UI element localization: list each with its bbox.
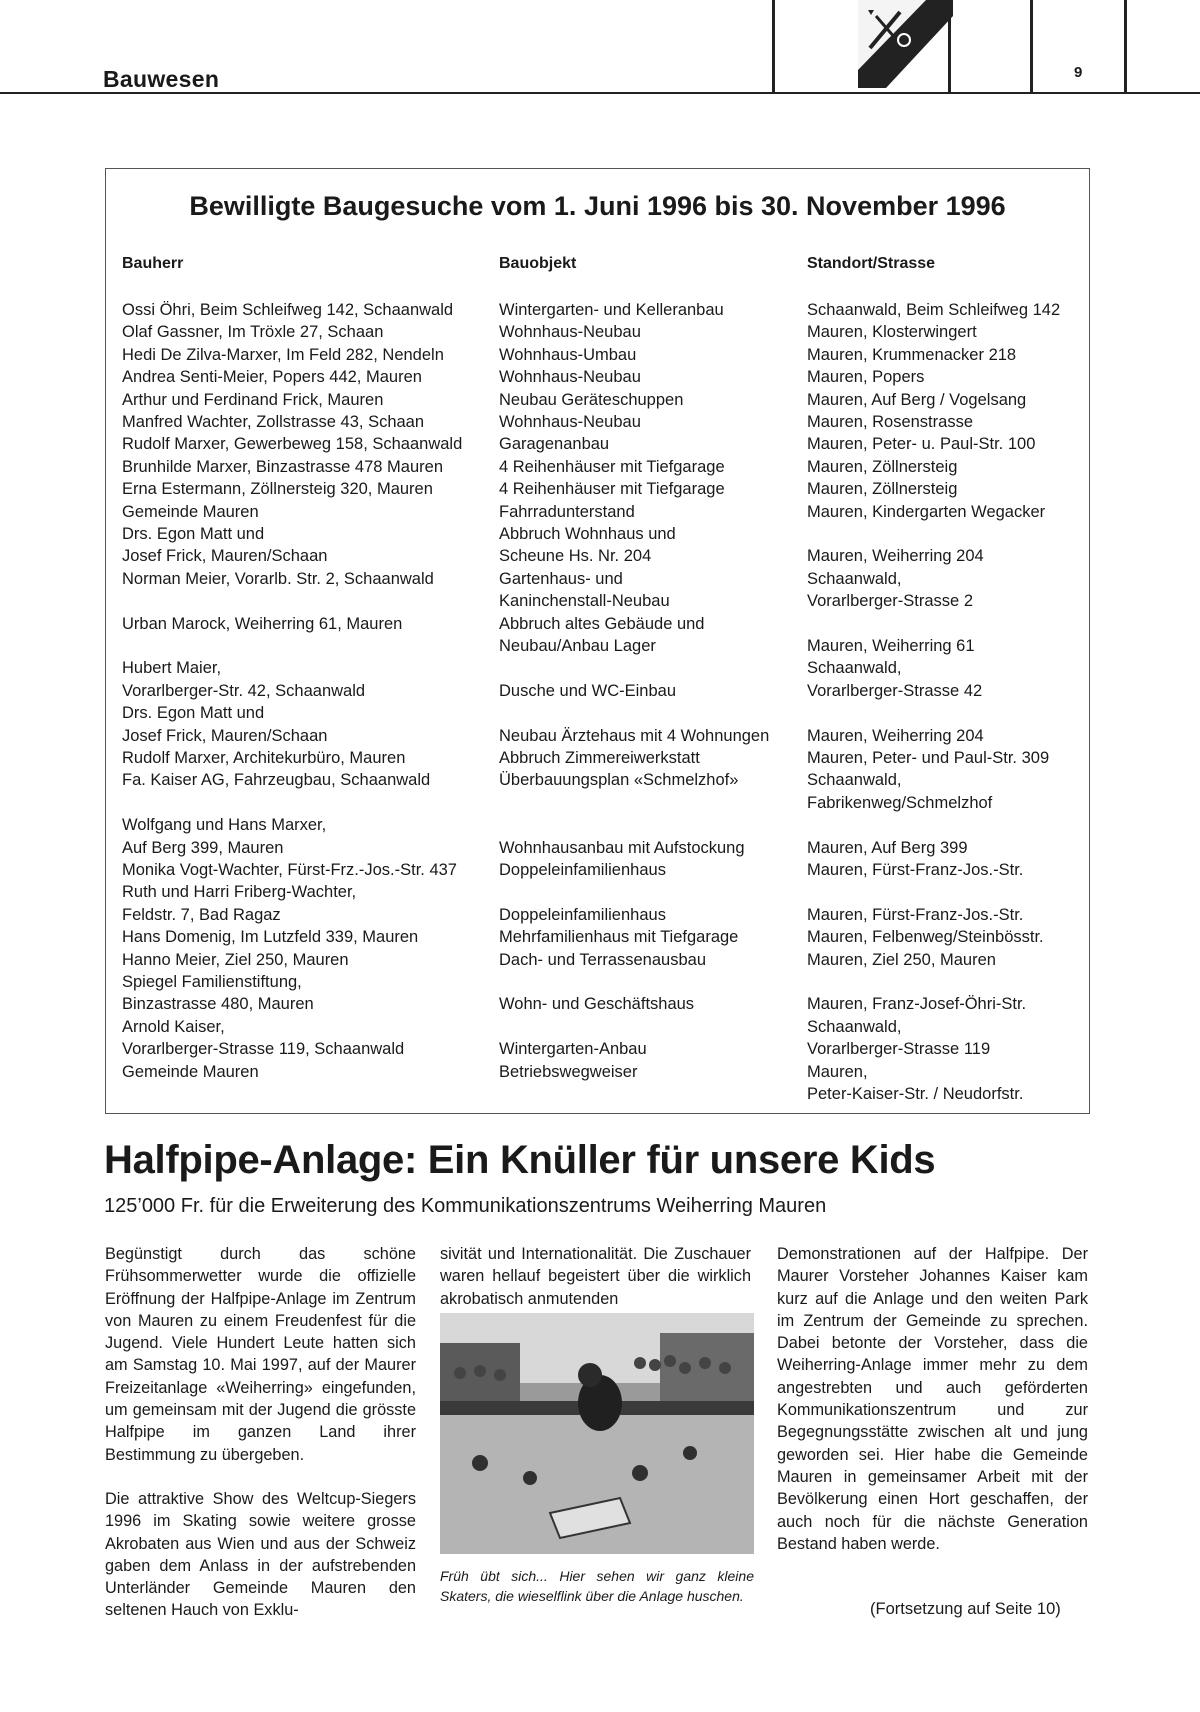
permit-object: Garagenanbau	[499, 435, 610, 454]
permit-location: Mauren, Weiherring 204	[807, 726, 984, 745]
permit-owner: Drs. Egon Matt und Josef Frick, Mauren/Schaan	[122, 704, 328, 745]
column-header-object: Bauobjekt	[499, 255, 577, 272]
permit-location: Mauren, Kindergarten Wegacker	[807, 502, 1046, 521]
column-header-location: Standort/Strasse	[807, 255, 936, 272]
header-divider	[772, 0, 775, 94]
permit-row	[106, 702, 1089, 747]
permit-location: Mauren, Krummenacker 218	[807, 345, 1017, 364]
permit-row	[106, 321, 1089, 343]
permit-object: Abbruch altes Gebäude und Neubau/Anbau Lager	[499, 614, 705, 655]
permit-location: Mauren, Zöllnersteig	[807, 457, 958, 476]
permit-object: 4 Reihenhäuser mit Tiefgarage	[499, 480, 725, 499]
permit-row	[106, 299, 1089, 321]
permit-row	[106, 1016, 1089, 1061]
permit-owner: Hanno Meier, Ziel 250, Mauren	[122, 950, 349, 969]
permit-location: Schaanwald, Beim Schleifweg 142	[807, 301, 1061, 319]
permit-owner: Fa. Kaiser AG, Fahrzeugbau, Schaanwald	[122, 771, 431, 790]
permit-location: Mauren, Fürst-Franz-Jos.-Str.	[807, 861, 1024, 879]
continuation-note: (Fortsetzung auf Seite 10)	[870, 1600, 1061, 1618]
permit-object: Neubau Ärztehaus mit 4 Wohnungen	[499, 726, 770, 745]
permit-owner: Rudolf Marxer, Architekurbüro, Mauren	[122, 749, 406, 767]
permit-row	[106, 523, 1089, 568]
permit-row	[106, 859, 1089, 881]
permit-object: Abbruch Wohnhaus und Scheune Hs. Nr. 204	[499, 525, 676, 566]
permit-location: Mauren, Felbenweg/Steinbösstr.	[807, 928, 1044, 947]
permit-owner: Norman Meier, Vorarlb. Str. 2, Schaanwald	[122, 569, 434, 588]
permit-object: Dach- und Terrassenausbau	[499, 950, 706, 969]
permit-object: Neubau Geräteschuppen	[499, 390, 684, 409]
permit-row	[106, 433, 1089, 455]
permit-object: Mehrfamilienhaus mit Tiefgarage	[499, 928, 739, 947]
permit-owner: Andrea Senti-Meier, Popers 442, Mauren	[122, 368, 422, 387]
article-paragraph: Demonstrationen auf der Halfpipe. Der Maurer Vorsteher Johannes Kaiser kam kurz auf die Anlage und den weiten Park im Zentrum der Gemeinde zu sprechen. Dabei betonte der Vorsteher, dass die Weiherring-Anlage immer mehr zu dem angestrebten und auch geförderten Kommunikationszentrum und zur Begegnungsstätte zwischen alt und jung geworden sei. Hier habe die Gemeinde Mauren in gemeinsamer Arbeit mit der Bevölkerung einen Hort geschaffen, der auch noch für die nächste Generation Bestand haben werde.	[777, 1245, 1088, 1553]
permit-location: Mauren, Zöllnersteig	[807, 480, 958, 499]
permit-row	[106, 657, 1089, 702]
permit-owner: Rudolf Marxer, Gewerbeweg 158, Schaanwald	[122, 435, 463, 454]
permit-location: Mauren, Auf Berg 399	[807, 838, 968, 857]
permit-owner: Monika Vogt-Wachter, Fürst-Frz.-Jos.-Str. 437	[122, 861, 457, 879]
permit-object: Wohnhaus-Neubau	[499, 413, 641, 431]
permit-row	[106, 411, 1089, 433]
coat-of-arms-icon	[858, 0, 953, 88]
permit-owner: Ruth und Harri Friberg-Wachter, Feldstr. 7, Bad Ragaz	[122, 883, 357, 924]
permit-object: Fahrradunterstand	[499, 502, 635, 521]
permit-owner: Ossi Öhri, Beim Schleifweg 142, Schaanwald	[122, 301, 454, 319]
permit-owner: Manfred Wachter, Zollstrasse 43, Schaan	[122, 413, 425, 431]
permit-location: Mauren, Rosenstrasse	[807, 413, 973, 431]
article-column-3	[777, 1243, 1088, 1577]
permit-object: Dusche und WC-Einbau	[499, 681, 677, 700]
permit-object: Wohnhausanbau mit Aufstockung	[499, 838, 745, 857]
permit-object: Wohnhaus-Umbau	[499, 345, 637, 364]
permit-row	[106, 747, 1089, 769]
permit-row	[106, 501, 1089, 523]
permit-location: Mauren, Weiherring 204	[807, 547, 984, 566]
permit-location: Schaanwald, Vorarlberger-Strasse 119	[807, 1017, 991, 1059]
permit-row	[106, 1061, 1089, 1106]
permit-row	[106, 881, 1089, 926]
permit-row	[106, 814, 1089, 859]
permit-location: Schaanwald, Vorarlberger-Strasse 2	[807, 569, 973, 611]
permit-location: Mauren, Peter- u. Paul-Str. 100	[807, 435, 1036, 454]
page-number: 9	[1074, 64, 1083, 81]
permit-object: Wintergarten- und Kelleranbau	[499, 301, 724, 319]
permit-location: Mauren, Auf Berg / Vogelsang	[807, 390, 1027, 409]
header-divider	[1124, 0, 1127, 94]
column-header-owner: Bauherr	[122, 255, 184, 272]
permit-object: Überbauungsplan «Schmelzhof»	[499, 771, 739, 790]
permit-object: Gartenhaus- und Kaninchenstall-Neubau	[499, 569, 670, 611]
permit-location: Mauren, Popers	[807, 368, 925, 387]
permit-owner: Hedi De Zilva-Marxer, Im Feld 282, Nendeln	[122, 345, 444, 364]
permit-row	[106, 366, 1089, 388]
permit-owner: Urban Marock, Weiherring 61, Mauren	[122, 614, 403, 633]
permit-owner: Hubert Maier, Vorarlberger-Str. 42, Schaanwald	[122, 659, 366, 700]
permit-owner: Erna Estermann, Zöllnersteig 320, Mauren	[122, 480, 433, 499]
permit-row	[106, 478, 1089, 500]
header-divider	[1030, 0, 1033, 94]
article-paragraph: sivität und Internationalität. Die Zuschauer waren hellauf begeistert über die wirklich akrobatisch anmutenden	[440, 1245, 751, 1308]
permit-row	[106, 769, 1089, 814]
halfpipe-photo	[440, 1313, 754, 1554]
permit-location: Mauren, Franz-Josef-Öhri-Str.	[807, 995, 1027, 1014]
permit-location: Mauren, Klosterwingert	[807, 323, 977, 342]
section-title: Bauwesen	[103, 66, 220, 92]
permit-owner: Arthur und Ferdinand Frick, Mauren	[122, 390, 384, 409]
permit-row	[106, 971, 1089, 1016]
permit-object: Doppeleinfamilienhaus	[499, 905, 666, 924]
article-paragraph: Begünstigt durch das schöne Frühsommerwetter wurde die offizielle Eröffnung der Halfpipe-Anlage im Zentrum von Mauren zu einem Freudenfest für die Jugend. Viele Hundert Leute hatten sich am Samstag 10. Mai 1997, auf der Maurer Freizeitanlage «Weiherring» eingefunden, um gemeinsam mit der Jugend die grösste Halfpipe im ganzen Land ihrer Bestimmung zu übergeben.	[105, 1245, 416, 1464]
article-headline: Halfpipe-Anlage: Ein Knüller für unsere Kids	[104, 1138, 936, 1182]
article-subtitle: 125’000 Fr. für die Erweiterung des Kommunikationszentrums Weiherring Mauren	[104, 1195, 827, 1217]
permit-location: Mauren, Peter- und Paul-Str. 309	[807, 749, 1050, 767]
permits-box	[105, 168, 1090, 1114]
permits-title: Bewilligte Baugesuche vom 1. Juni 1996 bis 30. November 1996	[189, 191, 1006, 221]
permit-location: Mauren, Ziel 250, Mauren	[807, 950, 996, 969]
permit-object: Betriebswegweiser	[499, 1062, 638, 1081]
permit-object: 4 Reihenhäuser mit Tiefgarage	[499, 457, 725, 476]
permit-row	[106, 344, 1089, 366]
permit-owner: Olaf Gassner, Im Tröxle 27, Schaan	[122, 323, 384, 342]
permit-object: Wintergarten-Anbau	[499, 1040, 647, 1059]
permit-owner: Gemeinde Mauren	[122, 1062, 259, 1081]
permit-location: Schaanwald, Fabrikenweg/Schmelzhof	[807, 771, 993, 812]
permit-location: Schaanwald, Vorarlberger-Strasse 42	[807, 659, 983, 700]
article-paragraph: Die attraktive Show des Weltcup-Siegers 1996 im Skating sowie weitere grosse Akrobaten aus Wien und aus der Schweiz gaben dem Anlass in der aufstrebenden Unterländer Gemeinde Mauren den seltenen Hauch von Exklu-	[105, 1489, 416, 1620]
permit-owner: Spiegel Familienstiftung, Binzastrasse 480, Mauren	[122, 973, 314, 1014]
permit-row	[106, 568, 1089, 613]
permit-location: Mauren, Peter-Kaiser-Str. / Neudorfstr.	[807, 1062, 1024, 1103]
permit-row	[106, 949, 1089, 971]
permit-row	[106, 456, 1089, 478]
permit-object: Wohnhaus-Neubau	[499, 323, 641, 342]
permit-owner: Arnold Kaiser, Vorarlberger-Strasse 119, Schaanwald	[122, 1017, 405, 1059]
photo-caption: Früh übt sich... Hier sehen wir ganz kleine Skaters, die wieselflink über die Anlage huschen.	[440, 1568, 754, 1604]
permit-owner: Brunhilde Marxer, Binzastrasse 478 Mauren	[122, 457, 443, 476]
permit-owner: Drs. Egon Matt und Josef Frick, Mauren/Schaan	[122, 525, 328, 566]
permit-row	[106, 613, 1089, 658]
permit-row	[106, 926, 1089, 948]
permit-object: Wohnhaus-Neubau	[499, 368, 641, 387]
permit-object: Doppeleinfamilienhaus	[499, 861, 666, 879]
permit-row	[106, 389, 1089, 411]
permit-object: Wohn- und Geschäftshaus	[499, 995, 695, 1014]
permit-owner: Wolfgang und Hans Marxer, Auf Berg 399, Mauren	[122, 816, 327, 857]
permit-location: Mauren, Weiherring 61	[807, 637, 975, 655]
permit-owner: Hans Domenig, Im Lutzfeld 339, Mauren	[122, 928, 419, 947]
permit-location: Mauren, Fürst-Franz-Jos.-Str.	[807, 905, 1024, 924]
permit-owner: Gemeinde Mauren	[122, 502, 259, 521]
article-column-1	[105, 1243, 416, 1644]
permit-object: Abbruch Zimmereiwerkstatt	[499, 749, 700, 767]
header-rule	[0, 92, 1200, 94]
